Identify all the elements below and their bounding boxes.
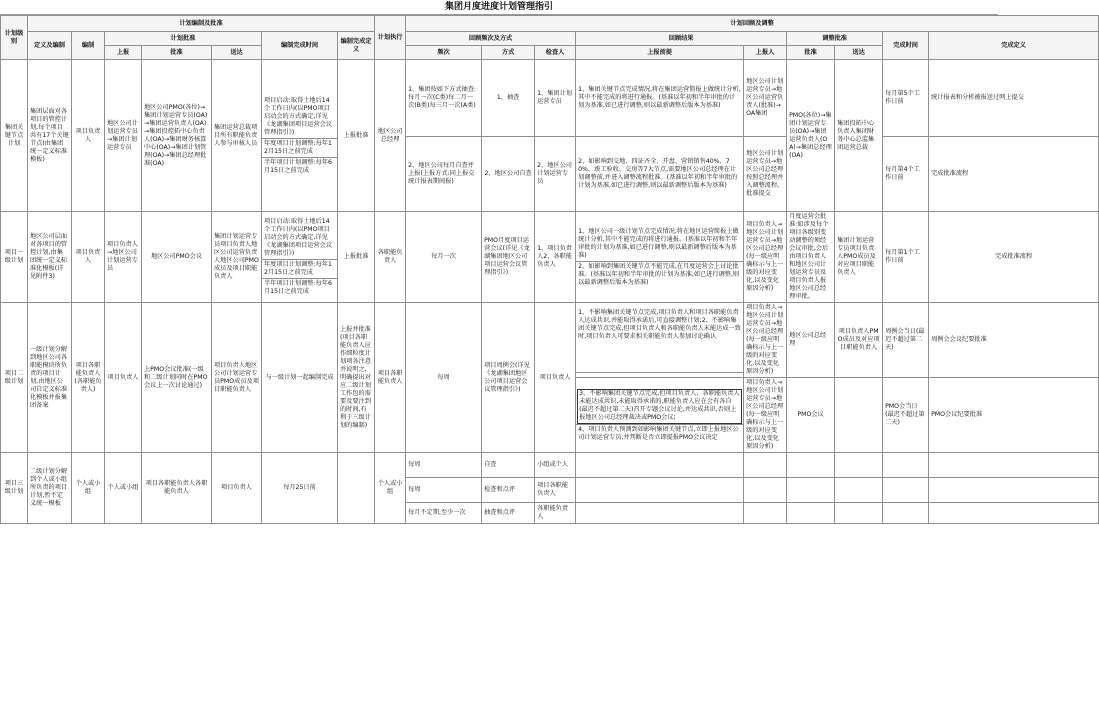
row2-method: PMO月度项目运营会议(详见《龙湖集团地区公司项目运营会议管理指引》) [482, 212, 535, 303]
row2-time-annual: 年度项目计划调整:每年12月15日之前完成 [262, 260, 337, 279]
row4-reporter-b [744, 478, 787, 503]
row4-def-a [929, 453, 1099, 478]
header-complete-def: 编制完成定义 [338, 32, 375, 60]
row4-checker-c: 各职能负责人 [535, 503, 576, 524]
header-result-group: 回顾结果 [576, 32, 787, 46]
header-frequency: 频次 [406, 46, 482, 60]
row2-time-half: 半年项目计划调整:每年6月15日之前完成 [264, 280, 332, 295]
row4-done-b [883, 478, 929, 503]
row3-reporter-a: 项目负责人→地区公司计划运营专员→地区公司总经理(每一级应明确标示与上一级的对应变化,以及变化原因分析) [744, 303, 787, 378]
row2-draft: 项目负责人 [72, 212, 105, 303]
row1-pre-b: 2、如影响到交地、四证齐全、开盘、营销销售40%、70%、竣工验收、交房等7大节点,需要地区公司总经理在计划调整前,并进入调整流程批准。(基准以年初和半年审批的计划为基准,如已进行调整,则以最新调整后版本为基准) [576, 137, 744, 212]
row4-pre-a [576, 453, 744, 478]
row3-method: 项目周例会(详见《龙湖集团地区公司项目运营会议管理指引》) [482, 303, 535, 453]
row4-done-a [883, 453, 929, 478]
row4-freq-a: 每周 [406, 453, 482, 478]
row3-reporter-b: 项目负责人→地区公司计划运营专员→地区公司总经理(每一级应明确标示与上一级的对应变化,以及变化原因分析) [744, 378, 787, 453]
row4-method-a: 自查 [482, 453, 535, 478]
row2-complete-def: 上报批准 [338, 212, 375, 303]
row4-deliver: 项目负责人 [212, 453, 262, 524]
row3-done-a: 周例会当日(最迟不超过第二天) [883, 303, 929, 378]
row4-executor: 个人或小组 [375, 453, 406, 524]
row3-done-b: PMO会当日(最迟不超过第二天) [883, 378, 929, 453]
row4-complete-def [338, 453, 375, 524]
row3-adj-deliver-empty [835, 378, 883, 453]
row4-reporter-a [744, 453, 787, 478]
header-complete-time: 编制完成时间 [262, 32, 338, 60]
row4-done-c [883, 503, 929, 524]
row4-freq-b: 每周 [406, 478, 482, 503]
row4-adj-deliver-c [835, 503, 883, 524]
row4-method-b: 检查和点评 [482, 478, 535, 503]
row4-definition: 二级计划分解到个人或小组所负责的项目计划,暂不定义统一模板 [28, 453, 72, 524]
header-level: 计划级别 [1, 16, 28, 60]
row2-reporter: 项目负责人→地区公司计划运营专员→地区公司总经理(每一级应明确标示与上一级的对应变化,以及变化原因分析) [744, 212, 787, 303]
row1-level: 集团关键节点计划 [1, 60, 28, 212]
row3-draft: 项目各职能负责人(各职能负责人) [72, 303, 105, 453]
row3-def-b: PMO会议纪要批准 [929, 378, 1099, 453]
row4-adj-deliver-b [835, 478, 883, 503]
header-approve-group: 计划批准 [105, 32, 262, 46]
header-draft: 编制 [72, 32, 105, 60]
row4-adj-approve-b [787, 478, 835, 503]
header-submit: 上报 [105, 46, 142, 60]
row1-submit: 地区公司计划运营专员→集团计划运营专员 [105, 60, 142, 212]
row4-checker-a: 小组或个人 [535, 453, 576, 478]
row3-pre-a: 1、不影响集团关键节点完成,项目负责人和项目各职能负责人达成共识,并能取得承诺后,可直接调整计划;2、不影响集团关键节点完成,但项目负责人和各职能负责人未能达成一致时,项目负责人可要求相关职能负责人参加讨论确认 [576, 308, 743, 373]
row2-executor: 各职能负责人 [375, 212, 406, 303]
row1-reporter-a: 地区公司计划运营专员→地区公司运营负责人(批准)→OA集团 [744, 60, 787, 137]
row2-done-def: 完成批准流程 [929, 212, 1099, 303]
row3-executor: 项目各职能负责人 [375, 303, 406, 453]
row1-freq-b: 2、地区公司每月自查并上报(上报方式:同上报交统计报表期间报) [406, 137, 482, 212]
header-definition: 定义及编制 [28, 32, 72, 60]
row4-pre-c [576, 503, 744, 524]
row3-complete-time: 与一级计划一起编制完成 [262, 303, 338, 453]
row1-adj-approve: PMO(各位)→集团计划运营专员(OA)→集团运营负责人(OA)→集团总经理(OA) [787, 60, 835, 212]
row1-checker-a: 1、集团计划运营专员 [535, 60, 576, 137]
row1-done-b: 每月第4个工作日前 [883, 137, 929, 212]
header-deliver: 送达 [212, 46, 262, 60]
row2-approve: 地区公司PMO会议 [142, 212, 212, 303]
row4-complete-time: 每月25日前 [262, 453, 338, 524]
row1-adj-deliver: 集团投拓中心负责人集团财务中心总监集团运营总裁 [835, 60, 883, 212]
row3-precondition-top [576, 303, 744, 378]
header-approve: 批准 [142, 46, 212, 60]
row2-checker: 1、项目负责人2、各职能负责人 [535, 212, 576, 303]
header-checker: 检查人 [535, 46, 576, 60]
plan-management-table [0, 15, 1099, 524]
row2-freq: 每月一次 [406, 212, 482, 303]
row3-adj-approve-b: PMO会议 [787, 378, 835, 453]
row3-deliver: 项目负责人地区公司计划运营专员PMO成员及项目职能负责人 [212, 303, 262, 453]
row4-def-b [929, 478, 1099, 503]
row1-draft: 项目负责人 [72, 60, 105, 212]
row4-adj-approve-c [787, 503, 835, 524]
row1-reporter-b: 地区公司计划运营专员→地区公司总经理按照总经理并入调整流程、批准提交 [744, 137, 787, 212]
row1-def-b: 完成批准流程 [929, 137, 1099, 212]
row1-method-b: 2、地区公司自查 [482, 137, 535, 212]
row3-checker: 项目负责人 [535, 303, 576, 453]
row4-checker-b: 项目各职能负责人 [535, 478, 576, 503]
row3-approve: 上PMO会议批准(一级和二级计划同时在PMO会议上一次讨论通过) [142, 303, 212, 453]
header-plan-group: 计划编制及批准 [28, 16, 375, 32]
row4-pre-b [576, 478, 744, 503]
header-adjust-group: 调整批准 [787, 32, 883, 46]
row2-deliver: 集团计划运营专员项目负责人地区公司运营负责人地区公司PMO成员及项目职能负责人 [212, 212, 262, 303]
row1-method-a: 1、抽查 [482, 60, 535, 137]
row4-def-c [929, 503, 1099, 524]
row2-definition: 地区公司层面对各项目的管控计划,由集团统一定义标准化模板(详见附件3) [28, 212, 72, 303]
header-reporter: 上报人 [744, 46, 787, 60]
row4-method-c: 抽查和点评 [482, 503, 535, 524]
header-precondition: 上报前提 [576, 46, 744, 60]
row2-precondition [576, 212, 744, 303]
row4-approve: 项目各职能负责人各职能负责人 [142, 453, 212, 524]
row2-adj-deliver: 集团计划运营专员项目负责人PMO成员及对应项目职能负责人 [835, 212, 883, 303]
row1-time-annual: 年度项目计划调整:每年12月15日之前完成 [262, 139, 337, 158]
row3-pre-b: 3、不影响集团关键节点完成,但项目负责人、各职能负责人未能达成共识,未能取得承诺的,职能负责人应在会有各自(最迟不超过第二天)召开专题会议讨论,并达成共识,否则上报地区公司总经理裁决或PMO会议; [576, 388, 743, 425]
row3-level: 项目二级计划 [1, 303, 28, 453]
row2-time-start: 项目启动:取得土地后14个工作日内(以PMO项目启动会的方式确定,详见《龙湖集团项目运营会议管理指引》) [262, 217, 337, 260]
row3-pre-c: 4、项目负责人预测到如影响集团关键节点,立即上报地区公司计划运营专员,并判断是否立即提报PMO会议决定 [578, 425, 739, 441]
row1-checker-b: 2、地区公司计划运营专员 [535, 137, 576, 212]
row1-definition: 集团层面对各项目的管控计划,每个项目共有17个关键节点(由集团统一定义标准模板) [28, 60, 72, 212]
row2-complete-time [262, 212, 338, 303]
row3-precondition-bottom [576, 378, 744, 453]
header-freq-group: 回顾频次及方式 [406, 32, 576, 46]
row4-level: 项目三级计划 [1, 453, 28, 524]
row1-time-start: 项目启动:取得土地后14个工作日内(以PMO项目启动会的方式确定,详见《龙湖集团项目运营会议管理指引》) [262, 96, 337, 139]
row2-level: 项目一级计划 [1, 212, 28, 303]
header-adj-deliver: 送达 [835, 46, 883, 60]
row3-submit: 项目负责人 [105, 303, 142, 453]
row3-def-a: 周例会会议纪要批准 [929, 303, 1099, 378]
header-adj-approve: 批准 [787, 46, 835, 60]
row4-reporter-c [744, 503, 787, 524]
row1-approve: 地区公司PMO(各位)→集团计划运营专员(OA)→集团运营负责人(OA)→集团投控拓中心负责人(OA)→集团财务核算中心(OA)→集团计划管理(OA)→集团总经理批准(OA) [142, 60, 212, 212]
row4-adj-deliver-a [835, 453, 883, 478]
row4-submit: 个人或小组 [105, 453, 142, 524]
header-report-group: 计划回顾及调整 [406, 16, 1099, 32]
header-executor: 计划执行 [375, 16, 406, 60]
row1-done-a: 每月第5个工作日前 [883, 60, 929, 137]
header-done-time: 完成时间 [883, 32, 929, 60]
row1-freq-a: 1、集团按如下方式抽查:每月一次(C类)每二月一次(B类)每三月一次(A类) [406, 60, 482, 137]
row2-pre-a: 1、地区公司一级计划节点完成情况,将在地区运营简报上做统计分析,其中不能完成的将进行通报。(基准以年初和半年审批的计划为基准,如已进行调整,则以最新调整后版本为基准) [576, 227, 743, 262]
row1-deliver: 集团运营总裁项目所有职能负责人参与审核人员 [212, 60, 262, 212]
row3-adj-deliver: 项目负责人PMO成员及对应项目职能负责人 [835, 303, 883, 378]
row1-complete-time [262, 60, 338, 212]
row2-pre-b: 2、如影响到集团关键节点不能完成,在月度运营会上讨论批准。(基准以年初和半年审批的计划为基准,如已进行调整,则以最新调整后版本为基准) [578, 262, 740, 286]
row3-adj-approve-a: 地区公司总经理 [787, 303, 835, 378]
sheet-title: 集团月度进度计划管理指引 [0, 0, 998, 15]
row4-freq-c: 每月不定期,至少一次 [406, 503, 482, 524]
row3-complete-def: 上报并批准(项目各职能负责人应作细粒度计划项各注意并说明之,明确提出对应二级计划工作包的需要及要注到的时间,有利于三级计划的编制) [338, 303, 375, 453]
row1-pre-a: 1、集团关键节点完成情况,将在集团运营简报上做统计分析,其中不能完成的将进行通报。(基准以年初和半年审批的计划为基准,如已进行调整,则以最新调整后版本为基准) [576, 60, 744, 137]
row1-time-half: 半年项目计划调整:每年6月15日之前完成 [264, 158, 332, 174]
header-method: 方式 [482, 46, 535, 60]
row2-submit: 项目负责人→地区公司计划运营专员 [105, 212, 142, 303]
header-done-def: 完成定义 [929, 32, 1099, 60]
row4-draft: 个人或小组 [72, 453, 105, 524]
row3-freq: 每周 [406, 303, 482, 453]
row2-done: 每月第1个工作日前 [883, 212, 929, 303]
row3-definition: 一级计划分解到地区公司各职能模块所负责的项目计划,由地区公司自定义标准化模板并报集团备案 [28, 303, 72, 453]
row1-def-a: 统计报表和分析被报送过网上提交 [929, 60, 1099, 137]
row1-executor: 地区公司总经理 [375, 60, 406, 212]
row1-complete-def: 上报批准 [338, 60, 375, 212]
row2-adj-approve: 月度运营会批准:如涉及每个项目各级别变动调整的须经会议审批,会后由项目负责人和地区公司计划运营专员及项目负责人报地区公司总经理审批。 [787, 212, 835, 303]
row4-adj-approve-a [787, 453, 835, 478]
